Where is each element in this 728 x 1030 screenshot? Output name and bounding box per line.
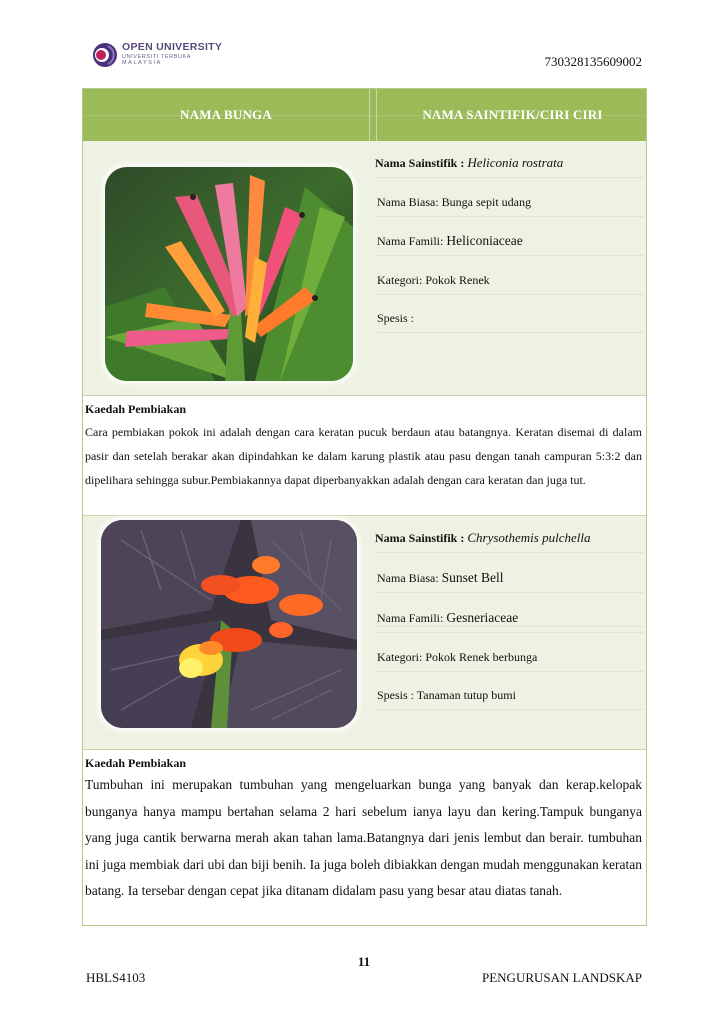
photo-cell [83, 516, 373, 749]
scientific-name: Nama Sainstifik : Chrysothemis pulchella [375, 530, 644, 553]
common-name: Nama Biasa: Bunga sepit udang [377, 195, 644, 217]
logo-country: MALAYSIA [122, 60, 162, 66]
university-logo [92, 40, 232, 72]
chrysothemis-flower-image [101, 520, 357, 728]
method-text: Tumbuhan ini merupakan tumbuhan yang mengeluarkan bunga yang banyak dan kerap.kelopak bunganya hanya mampu bertahan selama 2 hari sebelum ianya layu dan kering.Tampuk bunganya yang juga cantik berwarna merah akan tahan lama.Batangnya dari jenis lembut dan berair. tumbuhan ini juga membiak dari ubi dan biji benih. Ia juga boleh dibiakkan dengan mudah menggunakan keratan batang. Ia tersebar dengan cepat jika ditanam didalam pasu yang besar atau diatas tanah. [85, 777, 642, 898]
method-title: Kaedah Pembiakan [85, 756, 187, 770]
heliconia-flower-image [105, 167, 353, 381]
course-code: HBLS4103 [86, 970, 146, 985]
page-number: 11 [357, 954, 371, 969]
species: Spesis : [377, 311, 644, 333]
document-id: 730328135609002 [544, 54, 642, 69]
propagation-method-chrysothemis [83, 749, 646, 925]
heliconia-photo [105, 167, 353, 381]
family-name: Nama Famili: Gesneriaceae [377, 610, 644, 633]
course-name: PENGURUSAN LANDSKAP [482, 970, 642, 985]
plant-row-heliconia [83, 141, 646, 395]
table-header-row [83, 89, 646, 141]
species: Spesis : Tanaman tutup bumi [377, 688, 644, 710]
scientific-name: Nama Sainstifik : Heliconia rostrata [375, 155, 644, 178]
category: Kategori: Pokok Renek [377, 273, 644, 295]
header-divider [369, 89, 377, 141]
info-cell-chrysothemis [373, 516, 648, 749]
header-scientific-name: NAMA SAINTIFIK/CIRI CIRI [422, 107, 603, 122]
header-flower-name: NAMA BUNGA [180, 107, 272, 122]
logo-title: OPEN UNIVERSITY [122, 41, 223, 53]
open-university-logo-icon [92, 42, 118, 68]
method-text: Cara pembiakan pokok ini adalah dengan cara keratan pucuk berdaun atau batangnya. Keratan disemai di dalam pasir dan setelah berakar akan dipindahkan ke dalam karung plastik atau pasu dengan tanah campuran 5:3:2 dan dipelihara sehingga subur.Pembiakannya dapat diperbanyakkan adalah dengan cara keratan dan juga tut. [85, 425, 642, 487]
method-title: Kaedah Pembiakan [85, 402, 187, 416]
chrysothemis-photo [101, 520, 357, 728]
logo-subtitle: UNIVERSITI TERBUKA [122, 53, 192, 60]
photo-cell [83, 141, 373, 395]
flower-table [82, 88, 647, 926]
family-name: Nama Famili: Heliconiaceae [377, 233, 644, 256]
common-name: Nama Biasa: Sunset Bell [377, 570, 644, 593]
propagation-method-heliconia [83, 395, 646, 516]
info-cell [373, 141, 648, 395]
category: Kategori: Pokok Renek berbunga [377, 650, 644, 672]
